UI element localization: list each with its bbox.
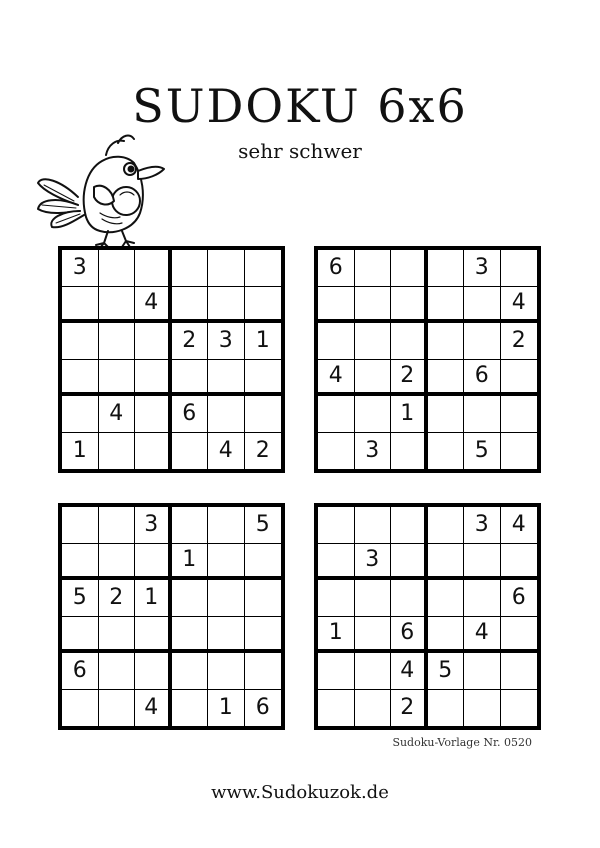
sudoku-cell[interactable] [245,617,282,654]
sudoku-cell[interactable] [428,360,465,397]
sudoku-cell: 2 [501,323,538,360]
sudoku-cell: 3 [208,323,245,360]
sudoku-cell[interactable] [428,544,465,581]
sudoku-cell[interactable] [355,396,392,433]
sudoku-cell: 3 [464,507,501,544]
sudoku-cell[interactable] [355,690,392,727]
sudoku-cell[interactable] [99,287,136,324]
sudoku-cell: 5 [62,580,99,617]
sudoku-cell[interactable] [318,323,355,360]
sudoku-cell: 4 [501,507,538,544]
sudoku-cell[interactable] [245,580,282,617]
sudoku-cell: 6 [255,695,270,721]
sudoku-cell: 1 [62,433,99,470]
sudoku-cell[interactable] [99,690,136,727]
sudoku-cell[interactable] [172,433,209,470]
sudoku-cell[interactable] [62,617,99,654]
sudoku-cell[interactable] [172,617,209,654]
sudoku-cell: 2 [391,690,428,727]
sudoku-cell[interactable] [135,544,172,581]
sudoku-cell[interactable] [172,507,209,544]
sudoku-cell[interactable] [464,396,501,433]
sudoku-cell: 2 [99,580,136,617]
sudoku-cell[interactable] [62,323,99,360]
sudoku-cell[interactable] [99,323,136,360]
sudoku-cell[interactable] [391,287,428,324]
sudoku-cell[interactable] [99,360,136,397]
sudoku-cell[interactable] [428,250,465,287]
sudoku-cell[interactable] [318,690,355,727]
sudoku-cell: 2 [172,323,209,360]
sudoku-cell[interactable] [99,250,136,287]
sudoku-cell[interactable] [318,580,355,617]
sudoku-cell[interactable] [318,544,355,581]
sudoku-cell: 4 [464,617,501,654]
sudoku-cell[interactable] [391,544,428,581]
sudoku-cell[interactable] [501,360,538,397]
sudoku-cell[interactable] [355,323,392,360]
sudoku-cell[interactable] [62,544,99,581]
sudoku-cell[interactable] [428,580,465,617]
sudoku-cell[interactable] [428,287,465,324]
sudoku-cell[interactable] [355,287,392,324]
sudoku-cell[interactable] [172,690,209,727]
sudoku-cell: 4 [99,396,136,433]
sudoku-cell[interactable] [208,396,245,433]
difficulty-subtitle: sehr schwer [238,139,362,163]
sudoku-cell[interactable] [62,396,99,433]
sudoku-cell: 3 [464,250,501,287]
sudoku-cell[interactable] [391,323,428,360]
sudoku-cell[interactable] [208,287,245,324]
website-link[interactable]: www.Sudokuzok.de [211,782,389,803]
sudoku-cell[interactable] [391,580,428,617]
sudoku-cell[interactable] [318,287,355,324]
sudoku-cell[interactable] [99,653,136,690]
sudoku-cell: 4 [208,433,245,470]
sudoku-cell[interactable] [501,396,538,433]
sudoku-cell[interactable] [428,433,465,470]
sudoku-cell: 1 [172,544,209,581]
sudoku-cell[interactable] [391,507,428,544]
sudoku-cell[interactable] [135,653,172,690]
sudoku-cell[interactable] [208,617,245,654]
sudoku-cell: 5 [245,507,282,544]
sudoku-cell: 5 [464,433,501,470]
sudoku-cell: 6 [464,360,501,397]
sudoku-cell[interactable] [318,653,355,690]
sudoku-cell[interactable] [62,287,99,324]
sudoku-cell[interactable] [464,653,501,690]
sudoku-cell: 4 [135,690,172,727]
sudoku-cell[interactable] [318,433,355,470]
sudoku-cell: 6 [391,617,428,654]
sudoku-cell: 6 [62,653,99,690]
sudoku-cell: 1 [208,690,245,727]
sudoku-cell[interactable] [172,580,209,617]
sudoku-cell[interactable] [464,544,501,581]
sudoku-cell: 4 [501,287,538,324]
sudoku-cell[interactable] [172,653,209,690]
bird-icon [30,125,170,250]
sudoku-cell[interactable] [172,250,209,287]
sudoku-cell[interactable] [208,507,245,544]
sudoku-cell: 2 [255,438,270,464]
sudoku-cell[interactable] [62,690,99,727]
page-title: SUDOKU 6x6 [132,79,468,133]
sudoku-cell[interactable] [208,580,245,617]
sudoku-cell: 6 [318,250,355,287]
sudoku-cell[interactable] [501,653,538,690]
sudoku-cell: 6 [501,580,538,617]
sudoku-cell[interactable] [208,250,245,287]
sudoku-cell[interactable] [99,433,136,470]
sudoku-cell[interactable] [501,617,538,654]
sudoku-cell: 6 [172,396,209,433]
sudoku-cell[interactable] [245,360,282,397]
sudoku-cell: 5 [428,653,465,690]
sudoku-cell[interactable] [208,653,245,690]
sudoku-cell[interactable] [99,544,136,581]
sudoku-cell[interactable] [464,287,501,324]
sudoku-cell: 2 [391,360,428,397]
sudoku-grid-1 [58,246,285,473]
sudoku-cell[interactable] [99,617,136,654]
sudoku-cell[interactable] [501,433,538,470]
sudoku-cell[interactable] [501,250,538,287]
sudoku-cell: 4 [318,360,355,397]
sudoku-grid-3 [58,503,285,730]
sudoku-cell[interactable] [135,323,172,360]
sudoku-cell: 3 [135,507,172,544]
sudoku-cell[interactable] [135,360,172,397]
sudoku-cell[interactable] [135,396,172,433]
sudoku-cell[interactable] [355,580,392,617]
sudoku-cell[interactable] [428,690,465,727]
sudoku-cell[interactable] [245,287,282,324]
sudoku-cell: 3 [355,433,392,470]
sudoku-cell[interactable] [391,433,428,470]
sudoku-cell: 4 [135,287,172,324]
sudoku-cell[interactable] [245,396,282,433]
sudoku-cell[interactable] [501,544,538,581]
sudoku-cell[interactable] [62,507,99,544]
sudoku-cell: 3 [355,544,392,581]
sudoku-cell[interactable] [355,617,392,654]
sudoku-cell[interactable] [245,653,282,690]
sudoku-cell: 3 [62,250,99,287]
sudoku-cell[interactable] [135,617,172,654]
sudoku-cell[interactable] [464,323,501,360]
sudoku-cell[interactable] [318,396,355,433]
sudoku-cell: 1 [318,617,355,654]
sudoku-cell[interactable] [428,507,465,544]
sudoku-cell: 1 [135,580,172,617]
sudoku-cell[interactable] [172,360,209,397]
sudoku-cell[interactable] [62,360,99,397]
sudoku-cell[interactable] [428,617,465,654]
sudoku-cell[interactable] [318,507,355,544]
sudoku-cell[interactable] [501,690,538,727]
sudoku-cell[interactable] [355,360,392,397]
sudoku-cell[interactable] [464,690,501,727]
template-number: Sudoku-Vorlage Nr. 0520 [392,736,532,749]
sudoku-cell[interactable] [355,507,392,544]
sudoku-cell[interactable] [464,580,501,617]
sudoku-cell[interactable] [428,396,465,433]
sudoku-cell: 1 [245,323,282,360]
sudoku-cell[interactable] [245,544,282,581]
sudoku-cell[interactable] [99,507,136,544]
sudoku-grid-2 [314,246,541,473]
sudoku-cell[interactable] [172,287,209,324]
sudoku-cell[interactable] [135,250,172,287]
sudoku-cell[interactable] [355,653,392,690]
sudoku-cell: 4 [391,653,428,690]
sudoku-grid-4 [314,503,541,730]
sudoku-cell[interactable] [245,250,282,287]
sudoku-cell[interactable] [135,433,172,470]
sudoku-cell[interactable] [391,250,428,287]
sudoku-cell: 1 [391,396,428,433]
sudoku-cell[interactable] [428,323,465,360]
sudoku-cell[interactable] [208,360,245,397]
sudoku-cell[interactable] [355,250,392,287]
sudoku-cell[interactable] [208,544,245,581]
